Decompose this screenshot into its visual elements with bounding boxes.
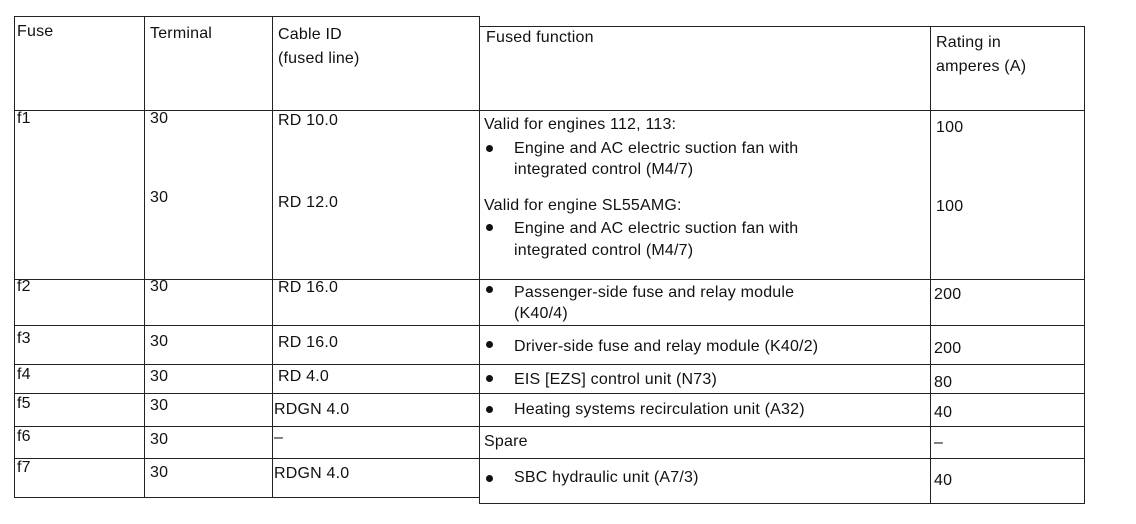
cell-function: Driver-side fuse and relay module (K40/2) — [514, 338, 819, 355]
cell-rating: 40 — [934, 472, 953, 489]
cell-terminal: 30 — [150, 333, 169, 350]
grid-line — [14, 393, 1085, 394]
header-fuse: Fuse — [17, 23, 54, 40]
cell-fuse: f6 — [17, 428, 31, 445]
cell-function: SBC hydraulic unit (A7/3) — [514, 469, 699, 486]
cell-function-cont: integrated control (M4/7) — [514, 242, 694, 259]
header-terminal: Terminal — [150, 25, 213, 42]
cell-terminal: 30 — [150, 278, 169, 295]
grid-line — [14, 279, 1085, 280]
cell-function: Passenger-side fuse and relay module — [514, 284, 795, 301]
bullet-icon — [486, 475, 493, 482]
cell-function-cont: integrated control (M4/7) — [514, 161, 694, 178]
grid-line — [14, 110, 1085, 111]
grid-line — [14, 16, 480, 17]
cell-function: Engine and AC electric suction fan with — [514, 220, 799, 237]
bullet-icon — [486, 341, 493, 348]
cell-fuse: f1 — [17, 110, 31, 127]
cell-rating: 200 — [934, 340, 962, 357]
cell-cable: RDGN 4.0 — [274, 465, 350, 482]
bullet-icon — [486, 145, 493, 152]
cell-terminal: 30 — [150, 189, 169, 206]
cell-fuse: f2 — [17, 278, 31, 295]
grid-line — [480, 503, 1085, 504]
grid-line — [14, 426, 1085, 427]
cell-terminal: 30 — [150, 464, 169, 481]
cell-cable: RD 16.0 — [278, 334, 339, 351]
cell-fuse: f4 — [17, 366, 31, 383]
cell-cable: RD 10.0 — [278, 112, 339, 129]
bullet-icon — [486, 406, 493, 413]
cell-rating: 100 — [936, 119, 964, 136]
cell-cable: RDGN 4.0 — [274, 401, 350, 418]
cell-terminal: 30 — [150, 368, 169, 385]
cell-function: Spare — [484, 433, 528, 450]
grid-line — [930, 26, 931, 504]
cell-rating: 80 — [934, 374, 953, 391]
cell-terminal: 30 — [150, 397, 169, 414]
grid-line — [14, 458, 1085, 459]
grid-line — [14, 364, 1085, 365]
cell-function: EIS [EZS] control unit (N73) — [514, 371, 718, 388]
bullet-icon — [486, 224, 493, 231]
bullet-icon — [486, 286, 493, 293]
cell-valid-for: Valid for engine SL55AMG: — [484, 197, 682, 214]
header-rating: Rating in — [936, 34, 1001, 51]
header-fused-function: Fused function — [486, 29, 594, 46]
cell-cable: RD 12.0 — [278, 194, 339, 211]
cell-rating: 100 — [936, 198, 964, 215]
cell-function: Engine and AC electric suction fan with — [514, 140, 799, 157]
cell-terminal: 30 — [150, 110, 169, 127]
cell-cable: – — [274, 429, 284, 446]
grid-line — [14, 325, 1085, 326]
cell-rating: 200 — [934, 286, 962, 303]
grid-line — [1084, 26, 1085, 504]
cell-rating: – — [934, 434, 944, 451]
cell-cable: RD 16.0 — [278, 279, 339, 296]
header-cable-id-sub: (fused line) — [278, 50, 360, 67]
header-cable-id: Cable ID — [278, 26, 342, 43]
cell-fuse: f3 — [17, 330, 31, 347]
cell-fuse: f7 — [17, 459, 31, 476]
grid-line — [479, 16, 480, 504]
cell-function: Heating systems recirculation unit (A32) — [514, 401, 805, 418]
bullet-icon — [486, 375, 493, 382]
cell-cable: RD 4.0 — [278, 368, 329, 385]
header-rating-sub: amperes (A) — [936, 58, 1027, 75]
cell-fuse: f5 — [17, 395, 31, 412]
cell-valid-for: Valid for engines 112, 113: — [484, 116, 677, 133]
cell-terminal: 30 — [150, 431, 169, 448]
grid-line — [14, 497, 480, 498]
cell-rating: 40 — [934, 404, 953, 421]
cell-function-cont: (K40/4) — [514, 305, 568, 322]
